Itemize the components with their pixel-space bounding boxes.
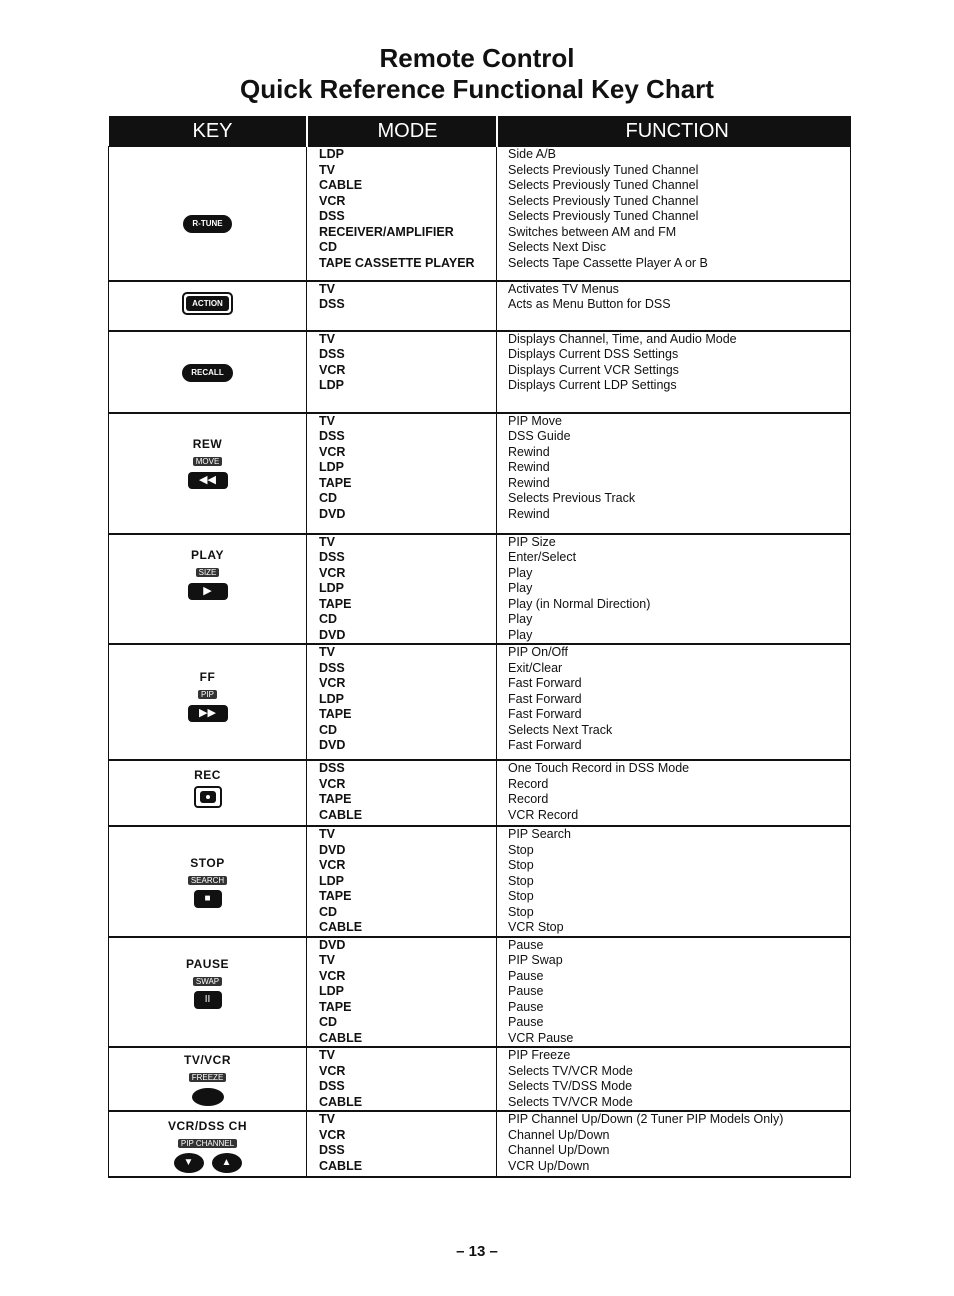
function-cell: [497, 826, 851, 937]
mode-item: VCR: [319, 676, 346, 690]
function-item: Fast Forward: [508, 691, 582, 706]
function-cell: [497, 147, 851, 281]
function-item: PIP On/Off: [508, 645, 568, 659]
key-label: STOP: [190, 856, 225, 870]
mode-item: LDP: [319, 581, 344, 595]
mode-item: VCR: [319, 1127, 346, 1142]
function-item: Play: [508, 627, 533, 642]
remote-key: [109, 958, 306, 1009]
function-item: Stop: [508, 842, 534, 857]
remote-key: [109, 438, 306, 489]
remote-key: [109, 362, 306, 382]
mode-item: TAPE: [319, 889, 352, 903]
table-row: [109, 331, 851, 413]
mode-item: DSS: [319, 429, 345, 443]
key-cell: [109, 644, 307, 760]
mode-item: CD: [319, 612, 338, 626]
function-item: VCR Record: [508, 807, 579, 822]
mode-item: DSS: [319, 209, 345, 223]
key-cell: [109, 937, 307, 1048]
header-key: KEY: [109, 116, 307, 147]
key-cell: [109, 1111, 307, 1177]
header-mode: MODE: [307, 116, 497, 147]
function-item: VCR Stop: [508, 920, 564, 934]
function-item: Selects TV/VCR Mode: [508, 1094, 633, 1109]
function-item: Side A/B: [508, 147, 556, 161]
function-item: Play: [508, 581, 533, 595]
function-cell: [497, 413, 851, 534]
header-function: FUNCTION: [497, 116, 851, 147]
mode-item: CD: [319, 722, 338, 737]
mode-item: TV: [319, 162, 335, 177]
function-item: Stop: [508, 889, 534, 903]
mode-item: VCR: [319, 362, 346, 377]
mode-item: TV: [319, 534, 335, 549]
mode-item: CD: [319, 904, 338, 919]
mode-item: CD: [319, 240, 338, 254]
function-item: Displays Current LDP Settings: [508, 378, 677, 392]
recall-button-icon: RECALL: [182, 364, 232, 382]
key-label: FF: [199, 670, 216, 684]
mode-item: VCR: [319, 193, 346, 208]
mode-cell: [307, 826, 497, 937]
remote-key: [109, 1054, 306, 1111]
function-item: One Touch Record in DSS Mode: [508, 761, 690, 775]
mode-item: CD: [319, 1015, 338, 1029]
key-sub-label: FREEZE: [189, 1073, 227, 1082]
table-row: [109, 147, 851, 281]
mode-item: TAPE: [319, 792, 352, 806]
table-row: [109, 1111, 851, 1177]
mode-item: TAPE: [319, 596, 352, 611]
function-item: Selects Previously Tuned Channel: [508, 193, 699, 208]
channel-down-icon: ▼: [174, 1153, 204, 1173]
key-label: REW: [192, 436, 223, 451]
action-button-label: ACTION: [186, 296, 229, 311]
mode-item: DSS: [319, 660, 345, 675]
mode-item: VCR: [319, 776, 346, 791]
function-item: Stop: [508, 858, 534, 872]
function-item: Selects TV/VCR Mode: [508, 1063, 633, 1078]
function-item: Play (in Normal Direction): [508, 596, 651, 611]
table-row: [109, 937, 851, 1048]
function-item: Play: [508, 565, 533, 580]
function-item: Selects Previously Tuned Channel: [508, 178, 699, 192]
rewind-button-icon: ◀◀: [188, 472, 228, 489]
mode-item: VCR: [319, 968, 346, 983]
mode-item: LDP: [319, 984, 344, 998]
mode-item: TV: [319, 281, 335, 296]
function-item: Pause: [508, 1015, 544, 1029]
mode-cell: [307, 1047, 497, 1111]
mode-cell: [307, 1111, 497, 1177]
function-item: Selects TV/DSS Mode: [508, 1079, 633, 1093]
function-cell: [497, 281, 851, 331]
key-cell: [109, 760, 307, 826]
function-item: Pause: [508, 937, 544, 952]
key-cell: [109, 1047, 307, 1111]
table-row: [109, 281, 851, 331]
function-cell: [497, 937, 851, 1048]
mode-item: TV: [319, 953, 335, 967]
mode-item: TV: [319, 331, 335, 346]
function-item: Selects Tape Cassette Player A or B: [508, 255, 708, 270]
page-number: – 13 –: [456, 1243, 498, 1260]
function-item: Pause: [508, 968, 544, 983]
key-sub-label: SWAP: [193, 977, 222, 986]
mode-item: CABLE: [319, 1158, 363, 1173]
mode-item: CABLE: [319, 807, 363, 822]
function-item: Rewind: [508, 460, 550, 474]
function-item: Record: [508, 776, 549, 791]
mode-cell: [307, 760, 497, 826]
function-item: Displays Current VCR Settings: [508, 362, 679, 377]
mode-item: DSS: [319, 347, 345, 361]
mode-cell: [307, 281, 497, 331]
function-item: Switches between AM and FM: [508, 224, 677, 239]
function-item: Channel Up/Down: [508, 1127, 610, 1142]
remote-key: [109, 549, 306, 600]
table-row: [109, 644, 851, 760]
mode-item: RECEIVER/AMPLIFIER: [319, 224, 454, 239]
mode-item: CABLE: [319, 920, 363, 934]
mode-cell: [307, 331, 497, 413]
mode-cell: [307, 534, 497, 645]
table-row: [109, 826, 851, 937]
mode-item: DVD: [319, 506, 346, 521]
function-cell: [497, 760, 851, 826]
function-item: DSS Guide: [508, 429, 571, 443]
remote-key: [109, 671, 306, 722]
key-label: REC: [194, 768, 221, 782]
function-item: PIP Search: [508, 827, 572, 841]
mode-item: DSS: [319, 297, 345, 311]
function-item: PIP Channel Up/Down (2 Tuner PIP Models Only): [508, 1112, 784, 1126]
key-cell: [109, 534, 307, 645]
mode-item: DVD: [319, 842, 346, 857]
mode-item: TV: [319, 827, 335, 841]
mode-item: LDP: [319, 460, 344, 474]
play-button-icon: ▶: [188, 583, 228, 600]
stop-button-icon: ■: [194, 890, 222, 908]
channel-up-icon: ▲: [212, 1153, 242, 1173]
table-row: [109, 1047, 851, 1111]
mode-item: LDP: [319, 378, 344, 392]
function-item: Fast Forward: [508, 676, 582, 690]
function-cell: [497, 1111, 851, 1177]
function-cell: [497, 1047, 851, 1111]
function-item: Activates TV Menus: [508, 281, 619, 296]
action-button-icon: [182, 292, 233, 315]
key-sub-label: SEARCH: [188, 876, 227, 885]
function-item: Selects Next Track: [508, 722, 613, 737]
key-label: PAUSE: [186, 956, 229, 971]
mode-item: CABLE: [319, 1094, 363, 1109]
key-cell: [109, 281, 307, 331]
mode-cell: [307, 644, 497, 760]
mode-item: TV: [319, 645, 335, 659]
mode-cell: [307, 413, 497, 534]
function-item: Pause: [508, 999, 544, 1014]
mode-item: CABLE: [319, 178, 363, 192]
mode-item: CABLE: [319, 1030, 363, 1045]
mode-item: CD: [319, 491, 338, 505]
function-item: Rewind: [508, 475, 550, 490]
function-item: Fast Forward: [508, 738, 582, 752]
key-cell: [109, 413, 307, 534]
mode-cell: [307, 147, 497, 281]
function-item: Record: [508, 792, 549, 806]
function-cell: [497, 644, 851, 760]
tv-vcr-button-icon: [192, 1088, 224, 1106]
function-item: Stop: [508, 873, 534, 888]
function-item: PIP Swap: [508, 953, 563, 967]
fast-forward-button-icon: ▶▶: [188, 705, 228, 722]
key-sub-label: PIP CHANNEL: [178, 1139, 237, 1148]
mode-item: TAPE CASSETTE PLAYER: [319, 255, 475, 270]
mode-item: VCR: [319, 444, 346, 459]
function-item: PIP Move: [508, 413, 562, 428]
function-item: Channel Up/Down: [508, 1143, 610, 1157]
mode-item: TV: [319, 1048, 335, 1062]
mode-item: TV: [319, 413, 335, 428]
key-label: TV/VCR: [183, 1053, 231, 1067]
remote-key: [109, 292, 306, 315]
mode-item: LDP: [319, 147, 344, 161]
key-sub-label: MOVE: [193, 457, 223, 466]
function-item: VCR Pause: [508, 1030, 574, 1045]
table-row: [109, 760, 851, 826]
mode-item: LDP: [319, 691, 344, 706]
mode-cell: [307, 937, 497, 1048]
mode-item: DVD: [319, 627, 346, 642]
function-item: Selects Previously Tuned Channel: [508, 162, 699, 177]
key-cell: [109, 147, 307, 281]
key-label: PLAY: [191, 547, 224, 562]
function-item: Displays Current DSS Settings: [508, 347, 679, 361]
remote-key: [109, 213, 306, 233]
mode-item: DVD: [319, 937, 346, 952]
title-line-2: Quick Reference Functional Key Chart: [240, 74, 714, 104]
key-sub-label: PIP: [198, 690, 217, 699]
header-row: [109, 116, 851, 147]
function-item: Selects Previously Tuned Channel: [508, 209, 699, 223]
function-item: Selects Previous Track: [508, 491, 636, 505]
mode-item: TAPE: [319, 707, 352, 721]
mode-item: DSS: [319, 550, 345, 564]
mode-item: LDP: [319, 873, 344, 888]
function-item: Stop: [508, 904, 534, 919]
mode-item: TAPE: [319, 999, 352, 1014]
r-tune-button-icon: R-TUNE: [183, 215, 231, 233]
function-item: VCR Up/Down: [508, 1158, 590, 1173]
title-line-1: Remote Control: [379, 43, 575, 73]
mode-item: DVD: [319, 738, 346, 752]
key-sub-label: SIZE: [196, 568, 220, 577]
table-row: [109, 534, 851, 645]
function-item: Rewind: [508, 444, 550, 459]
function-item: Rewind: [508, 506, 550, 521]
remote-key: [109, 1120, 306, 1173]
key-cell: [109, 826, 307, 937]
function-item: PIP Size: [508, 534, 556, 549]
mode-item: TAPE: [319, 475, 352, 490]
mode-item: VCR: [319, 858, 346, 872]
key-cell: [109, 331, 307, 413]
mode-item: DSS: [319, 761, 345, 775]
function-item: Pause: [508, 984, 544, 998]
pause-button-icon: II: [194, 991, 222, 1009]
mode-item: VCR: [319, 565, 346, 580]
mode-item: DSS: [319, 1079, 345, 1093]
function-item: Fast Forward: [508, 707, 582, 721]
function-cell: [497, 331, 851, 413]
function-cell: [497, 534, 851, 645]
function-item: Displays Channel, Time, and Audio Mode: [508, 331, 737, 346]
function-item: Play: [508, 612, 533, 626]
table-row: [109, 413, 851, 534]
function-item: Exit/Clear: [508, 660, 563, 675]
function-item: PIP Freeze: [508, 1048, 571, 1062]
key-chart-table: [108, 116, 851, 1178]
record-button-icon: [194, 786, 222, 808]
mode-item: DSS: [319, 1143, 345, 1157]
mode-item: VCR: [319, 1063, 346, 1078]
function-item: Enter/Select: [508, 550, 577, 564]
remote-key: [109, 857, 306, 908]
function-item: Acts as Menu Button for DSS: [508, 297, 671, 311]
remote-key: [109, 769, 306, 813]
function-item: Selects Next Disc: [508, 240, 606, 254]
channel-buttons-icon: [170, 1152, 246, 1169]
mode-item: TV: [319, 1112, 335, 1126]
key-label: VCR/DSS CH: [167, 1119, 247, 1133]
